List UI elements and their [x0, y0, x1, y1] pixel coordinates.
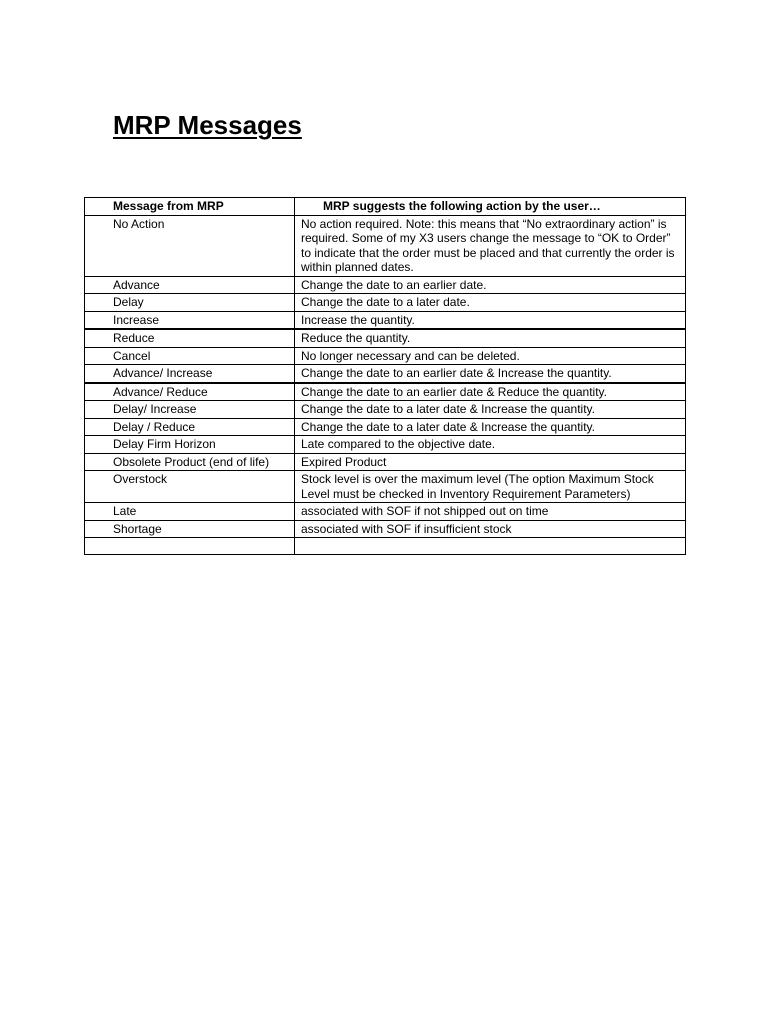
table-row	[85, 311, 686, 329]
table-row	[85, 418, 686, 436]
message-cell: Overstock	[85, 471, 295, 503]
table-row	[85, 294, 686, 312]
table-row	[85, 401, 686, 419]
message-cell: Advance/ Increase	[85, 365, 295, 383]
message-cell: Shortage	[85, 520, 295, 538]
mrp-messages-table-container	[84, 197, 685, 555]
action-cell: Expired Product	[295, 453, 686, 471]
column-header-action: MRP suggests the following action by the user…	[295, 198, 686, 216]
action-cell	[295, 538, 686, 555]
table-row	[85, 365, 686, 383]
action-cell: associated with SOF if insufficient stock	[295, 520, 686, 538]
page-title: MRP Messages	[113, 110, 302, 140]
action-cell: Change the date to a later date & Increase the quantity.	[295, 418, 686, 436]
column-header-message: Message from MRP	[85, 198, 295, 216]
message-cell: Reduce	[85, 329, 295, 347]
table-row	[85, 215, 686, 276]
table-row	[85, 436, 686, 454]
message-cell: Advance/ Reduce	[85, 383, 295, 401]
table-row-empty	[85, 538, 686, 555]
table-row	[85, 453, 686, 471]
message-cell: Delay/ Increase	[85, 401, 295, 419]
action-cell: Change the date to an earlier date.	[295, 276, 686, 294]
message-cell	[85, 538, 295, 555]
action-cell: Change the date to an earlier date & Reduce the quantity.	[295, 383, 686, 401]
action-cell: Stock level is over the maximum level (The option Maximum Stock Level must be checked in Inventory Requirement Parameters)	[295, 471, 686, 503]
message-cell: Delay / Reduce	[85, 418, 295, 436]
table-row	[85, 471, 686, 503]
action-cell: Late compared to the objective date.	[295, 436, 686, 454]
table-header-row	[85, 198, 686, 216]
message-cell: Cancel	[85, 347, 295, 365]
mrp-messages-table	[84, 197, 686, 555]
table-row	[85, 329, 686, 347]
message-cell: Obsolete Product (end of life)	[85, 453, 295, 471]
table-row	[85, 347, 686, 365]
message-cell: Late	[85, 503, 295, 521]
message-cell: Increase	[85, 311, 295, 329]
table-row	[85, 276, 686, 294]
message-cell: Delay Firm Horizon	[85, 436, 295, 454]
action-cell: Reduce the quantity.	[295, 329, 686, 347]
action-cell: Change the date to a later date.	[295, 294, 686, 312]
action-cell: No action required. Note: this means that “No extraordinary action” is required. Some of my X3 users change the message to “OK to Order” to indicate that the order must be placed and that currently the order is within planned dates.	[295, 215, 686, 276]
table-row	[85, 503, 686, 521]
message-cell: Delay	[85, 294, 295, 312]
action-cell: Change the date to an earlier date & Increase the quantity.	[295, 365, 686, 383]
action-cell: associated with SOF if not shipped out on time	[295, 503, 686, 521]
message-cell: Advance	[85, 276, 295, 294]
action-cell: No longer necessary and can be deleted.	[295, 347, 686, 365]
message-cell: No Action	[85, 215, 295, 276]
action-cell: Change the date to a later date & Increase the quantity.	[295, 401, 686, 419]
table-row	[85, 520, 686, 538]
table-row	[85, 383, 686, 401]
action-cell: Increase the quantity.	[295, 311, 686, 329]
